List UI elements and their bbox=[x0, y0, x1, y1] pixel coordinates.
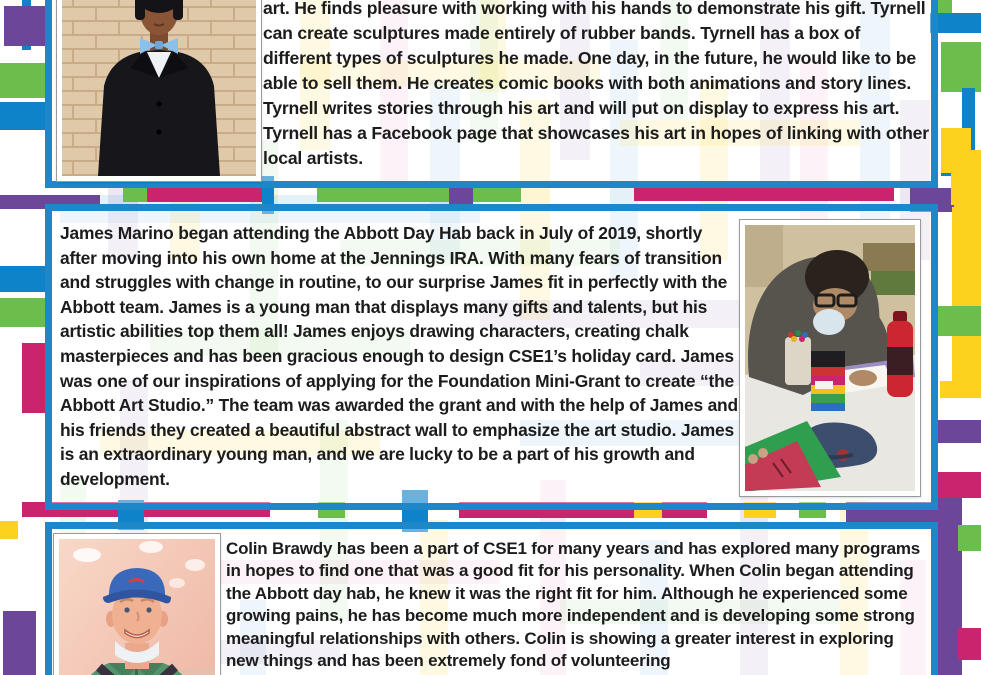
tyrnell-photo-illustration bbox=[62, 0, 256, 176]
james-drawing-photo bbox=[740, 220, 920, 496]
ceiling-light bbox=[73, 548, 101, 562]
panel-colin bbox=[45, 522, 938, 675]
tyrnell-portrait-photo bbox=[57, 0, 261, 181]
mosaic-tile bbox=[0, 521, 18, 539]
tyrnell-bio-text: art. He finds pleasure with working with his hands to demonstrate his gift. Tyrnell can create sculptures made entirely of rubber bands. Tyrnell has a box of different types of sculptures he made. One day, in the future, he would like to be able to sell them. He creates comic books with both animations and story lines. Tyrnell writes stories through his art and will put on display to express his art. Tyrnell has a Facebook page that showcases his art in hopes of linking with other local artists. bbox=[263, 0, 929, 168]
mosaic-tile bbox=[936, 472, 981, 498]
colin-bio-text: Colin Brawdy has been a part of CSE1 for many years and has explored many programs in hopes to find one that was a good fit for his personality. When Colin began attending the Abbott day hab, he knew it was the right fit for him. Although he experienced some growing pains, he has become much more independent and is developing some strong meaningful relationships with others. Colin is showing a greater interest in exploring new things and has been extremely fond of volunteering bbox=[226, 539, 921, 671]
mosaic-tile bbox=[3, 611, 36, 675]
panel-james bbox=[45, 204, 938, 510]
colin-portrait-photo bbox=[54, 534, 220, 675]
red-water-bottle bbox=[887, 311, 913, 397]
mosaic-tile bbox=[958, 628, 981, 660]
mosaic-tile bbox=[958, 525, 981, 551]
hand bbox=[849, 370, 877, 386]
mosaic-tile bbox=[941, 42, 981, 92]
james-photo-illustration bbox=[745, 225, 915, 491]
crayon-box bbox=[811, 351, 845, 411]
colin-photo-illustration bbox=[59, 539, 215, 675]
mosaic-tile bbox=[4, 6, 46, 46]
mosaic-tile bbox=[22, 343, 46, 413]
crayon-cup bbox=[785, 330, 811, 385]
mosaic-tile bbox=[936, 420, 981, 443]
mosaic-tile bbox=[951, 150, 981, 205]
panel-tyrnell bbox=[45, 0, 938, 188]
mosaic-tile bbox=[0, 298, 45, 327]
mosaic-tile bbox=[0, 266, 48, 292]
mosaic-tile bbox=[940, 381, 975, 398]
mosaic-tile bbox=[0, 63, 45, 98]
james-bio-text: James Marino began attending the Abbott Day Hab back in July of 2019, shortly after moving into his own home at the Jennings IRA. With many fears of transition and struggles with change in routine, to our surprise James fit in perfectly with the Abbott team. James is a young man that displays many gifts and talents, but his artistic abilities top them all! James enjoys drawing characters, creating chalk masterpieces and has been gracious enough to design CSE1’s holiday card. James was one of our inspirations of applying for the Foundation Mini-Grant to create “the Abbott Art Studio.” The team was awarded the grant and with the help of James and his friends they created a beautiful abstract wall to emphasize the art studio. James is an extraordinary young man, and we are lucky to be a part of his growth and development. bbox=[60, 223, 738, 489]
mosaic-tile bbox=[936, 306, 981, 336]
